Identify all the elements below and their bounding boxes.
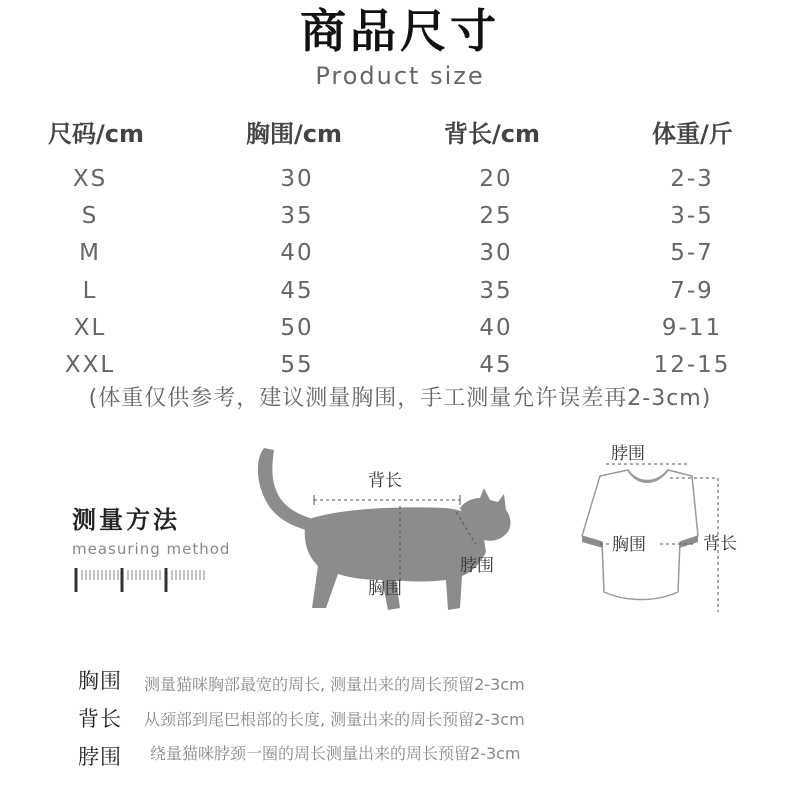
table-cell: XXL — [64, 352, 116, 378]
table-cell: 2-3 — [670, 166, 714, 192]
cat-back-length-label: 背长 — [368, 471, 402, 491]
definition-term-neck: 脖围 — [78, 745, 122, 769]
method-title: 测量方法 — [72, 506, 180, 534]
cat-chest-label: 胸围 — [368, 579, 402, 599]
table-cell: 40 — [479, 315, 513, 341]
method-subtitle: measuring method — [72, 540, 231, 558]
table-cell: 3-5 — [670, 203, 714, 229]
table-cell: 55 — [280, 352, 314, 378]
shirt-back-length-label: 背长 — [703, 534, 737, 554]
table-cell: 12-15 — [653, 352, 731, 378]
table-cell: 9-11 — [661, 315, 723, 341]
table-cell: 45 — [280, 278, 314, 304]
table-cell: 45 — [479, 352, 513, 378]
page-title: 商品尺寸 — [300, 4, 500, 58]
table-cell: M — [79, 240, 101, 266]
table-cell: 50 — [280, 315, 314, 341]
table-cell: 35 — [479, 278, 513, 304]
column-header-chest: 胸围/cm — [246, 120, 342, 148]
definition-term-chest: 胸围 — [78, 669, 122, 693]
column-header-weight: 体重/斤 — [652, 120, 733, 148]
column-header-back-length: 背长/cm — [444, 120, 540, 148]
ruler-icon — [72, 566, 212, 594]
definition-text-neck: 绕量猫咪脖颈一圈的周长测量出来的周长预留2-3cm — [150, 744, 521, 763]
table-cell: L — [82, 278, 98, 304]
table-cell: 5-7 — [670, 240, 714, 266]
table-cell: 7-9 — [670, 278, 714, 304]
table-cell: 20 — [479, 166, 513, 192]
weight-note: (体重仅供参考，建议测量胸围，手工测量允许误差再2-3cm) — [88, 386, 712, 411]
table-cell: 35 — [280, 203, 314, 229]
table-cell: XS — [72, 166, 108, 192]
table-cell: 30 — [280, 166, 314, 192]
table-cell: 25 — [479, 203, 513, 229]
shirt-neck-label: 脖围 — [611, 444, 645, 464]
table-cell: S — [81, 203, 99, 229]
page-subtitle: Product size — [315, 62, 485, 90]
table-cell: 40 — [280, 240, 314, 266]
definition-term-back-length: 背长 — [78, 707, 122, 731]
cat-neck-label: 脖围 — [460, 556, 494, 576]
column-header-size: 尺码/cm — [48, 120, 144, 148]
definition-text-back-length: 从颈部到尾巴根部的长度, 测量出来的周长预留2-3cm — [144, 710, 525, 729]
table-cell: 30 — [479, 240, 513, 266]
shirt-chest-label: 胸围 — [612, 535, 646, 555]
definition-text-chest: 测量猫咪胸部最宽的周长, 测量出来的周长预留2-3cm — [144, 675, 525, 694]
table-cell: XL — [73, 315, 107, 341]
